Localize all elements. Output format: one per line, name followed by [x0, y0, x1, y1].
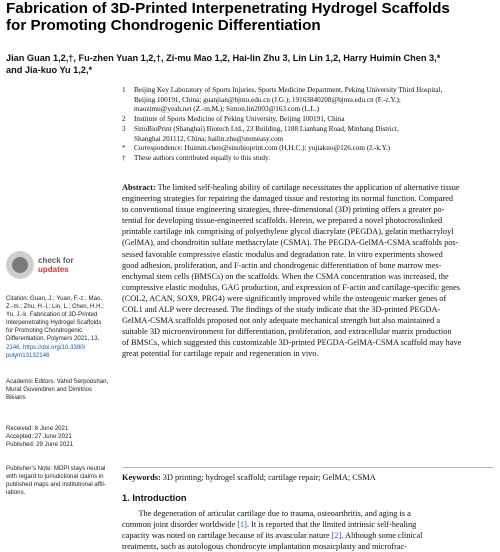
citation-line: Z.-m.; Zhu, H.-l.; Lin, L.; Chen, H.H.; — [6, 303, 104, 311]
paper-title — [6, 0, 494, 34]
citation-line: Interpenetrating Hydrogel Scaffolds — [6, 319, 102, 327]
affiliation-item — [122, 115, 494, 125]
affiliation-line: Institute of Sports Medicine of Peking University, Beijing 100191, China — [134, 115, 345, 124]
affiliation-line: SinoBioPrint (Shanghai) Biotech Ltd., 23 Building, 1188 Lianhang Road, Minhang District, — [134, 124, 399, 133]
abstract-line: enchymal stem cells (BMSCs) on the scaffolds. When the CSMA concentration was increased, the — [122, 271, 449, 281]
affiliation-line: These authors contributed equally to this study. — [134, 153, 270, 162]
affiliation-marker: † — [122, 153, 126, 162]
intro-line — [122, 530, 494, 541]
keywords-label: Keywords: — [122, 473, 161, 482]
affiliation-marker: * — [122, 144, 126, 153]
abstract-line: tential for developing tissue-engineered scaffolds. Herein, we prepared a novel photocrosslinked — [122, 216, 443, 226]
doi-link[interactable]: polym13132146 — [6, 351, 50, 359]
abstract-line: sessed favorable compressive elastic modulus and degradation rate. In vitro experiments showed — [122, 249, 443, 259]
published-date: Published: 29 June 2021 — [6, 441, 74, 449]
title-line: for Promoting Chondrogenic Differentiation — [6, 17, 321, 34]
abstract-line: engineering strategies for repairing the damaged tissue and restoring its normal function. Compared — [122, 194, 454, 204]
intro-line — [122, 508, 494, 519]
badge-line: check for — [38, 256, 74, 265]
dates-block — [6, 425, 116, 449]
citation-block — [6, 295, 116, 360]
title-line: Fabrication of 3D-Printed Interpenetrating Hydrogel Scaffolds — [6, 0, 450, 17]
intro-line: treatments, such as autologous chondrocyte implantation mosaicplasty and microfrac- — [122, 542, 408, 552]
accepted-date: Accepted: 27 June 2021 — [6, 433, 72, 441]
affiliation-line: Beijing Key Laboratory of Sports Injuries, Sports Medicine Department, Peking University Third Hospital, — [134, 86, 443, 94]
doi-link[interactable]: 2146. https://doi.org/10.3390/ — [6, 343, 86, 351]
abstract-line: GelMA-CSMA scaffolds proposed not only adequate mechanical strength but also maintained a — [122, 316, 441, 326]
abstract-line: (COL2, ACAN, SOX9, PRG4) were significantly improved while the osteogenic marker genes of — [122, 293, 447, 303]
citation-line: Citation: Guan, J.; Yuan, F.-z.; Mao, — [6, 295, 103, 302]
publisher-note — [6, 465, 116, 497]
affiliation-item — [122, 125, 494, 144]
abstract — [122, 182, 494, 360]
editors-line: Murat Guvendiren and Dimitrios — [6, 386, 93, 394]
affiliation-marker: 2 — [122, 115, 126, 124]
author-line: Jian Guan 1,2,†, Fu-zhen Yuan 1,2,†, Zi-mu Mao 1,2, Hai-lin Zhu 3, Lin Lin 1,2, Harry Huimin Chen 3,* — [6, 53, 441, 63]
intro-line — [122, 519, 494, 530]
intro-text: The degeneration of articular cartilage due to trauma, osteoarthritis, and aging is a — [122, 509, 411, 518]
publisher-note-line: Publisher’s Note: MDPI stays neutral — [6, 465, 106, 472]
author-line: and Jia-kuo Yu 1,2,* — [6, 65, 93, 75]
affiliation-line: Shanghai 201112, China; hailin.zhu@stemeasy.com — [134, 134, 284, 143]
abstract-line: of BMSCs, which suggested this customizable 3D-printed PEGDA-GelMA-CSMA scaffold may have — [122, 338, 462, 348]
affiliation-line: Beijing 100191, China; guanjian@bjmu.edu.cn (J.G.); 19163840208@bjmu.edu.cn (F.-z.Y.); — [134, 95, 401, 104]
badge-text — [38, 256, 74, 274]
publisher-note-line: published maps and institutional affil- — [6, 481, 106, 489]
affiliation-marker: 1 — [122, 86, 126, 94]
abstract-label: Abstract: — [122, 183, 156, 192]
affiliation-line: Correspondence: Huimin.chen@sinobioprint.com (H.H.C.); yujiakuo@126.com (J.-k.Y.) — [134, 144, 391, 153]
divider — [122, 467, 494, 468]
abstract-line: great potential for cartilage repair and regeneration in vivo. — [122, 349, 319, 359]
affiliations — [122, 86, 494, 164]
citation-line: for Promoting Chondrogenic — [6, 327, 83, 335]
keywords-text: 3D printing; hydrogel scaffold; cartilage repair; GelMA; CSMA — [162, 473, 376, 482]
publisher-note-line: iations. — [6, 489, 26, 497]
publisher-note-line: with regard to jurisdictional claims in — [6, 473, 104, 481]
abstract-line: suitable 3D microenvironment for differentiation, proliferation, and extracellular matrix production — [122, 327, 452, 337]
introduction-body — [122, 508, 494, 552]
citation-line: Yu, J.-k. Fabrication of 3D-Printed — [6, 311, 98, 319]
intro-text: . Although some clinical — [341, 531, 423, 541]
citation-link[interactable]: [2] — [331, 531, 342, 541]
affiliation-item — [122, 144, 494, 154]
affiliation-line: maozimu@yeah.net (Z.-m.M.); Simon.lin2003@163.com (L.L.) — [134, 105, 320, 114]
editors-line: Bikiaris — [6, 394, 26, 402]
author-list — [6, 52, 494, 76]
affiliation-item — [122, 154, 494, 164]
received-date: Received: 8 June 2021 — [6, 425, 69, 432]
badge-line: updates — [38, 265, 69, 274]
abstract-line: COL1 and ALP were decreased. The findings of the study indicate that the 3D-printed PEGDA- — [122, 305, 441, 315]
intro-text: common joint disorder worldwide — [122, 520, 238, 530]
citation-link[interactable]: [1] — [237, 520, 247, 530]
keywords — [122, 473, 494, 482]
citation-line: Differentiation. Polymers 2021, 13, — [6, 335, 100, 343]
abstract-line: good adhesion, proliferation, and F-actin and chondrogenic differentiation of bone marrow mes- — [122, 260, 442, 270]
check-for-updates-badge[interactable] — [6, 249, 76, 283]
section-heading: 1. Introduction — [122, 493, 187, 503]
affiliation-marker: 3 — [122, 124, 126, 133]
editors-line: Academic Editors: Vahid Serpooshan, — [6, 378, 109, 385]
affiliation-item — [122, 86, 494, 115]
abstract-line: printable cartilage ink comprising of polyethylene glycol diacrylate (PEGDA), gelatin methacryloyl — [122, 227, 454, 237]
intro-text: capacity was noted on cartilage because of its avascular nature — [122, 531, 332, 541]
abstract-line: compressive elastic modulus, GAG production, and expression of F-actin and cartilage-specific genes — [122, 282, 460, 292]
update-check-icon — [6, 251, 34, 279]
abstract-line: (GelMA), and chondroitin sulfate methacrylate (CSMA). The PEGDA-GelMA-CSMA scaffolds pos- — [122, 238, 459, 248]
abstract-text: The limited self-healing ability of cartilage necessitates the application of alternative tissue — [157, 183, 460, 192]
abstract-line — [122, 182, 494, 193]
intro-text: . It is reported that the limited intrinsic self-healing — [246, 520, 417, 530]
abstract-line: to conventional tissue engineering strategies, three-dimensional (3D) printing offers a greater po- — [122, 205, 445, 215]
editors-block — [6, 378, 116, 402]
